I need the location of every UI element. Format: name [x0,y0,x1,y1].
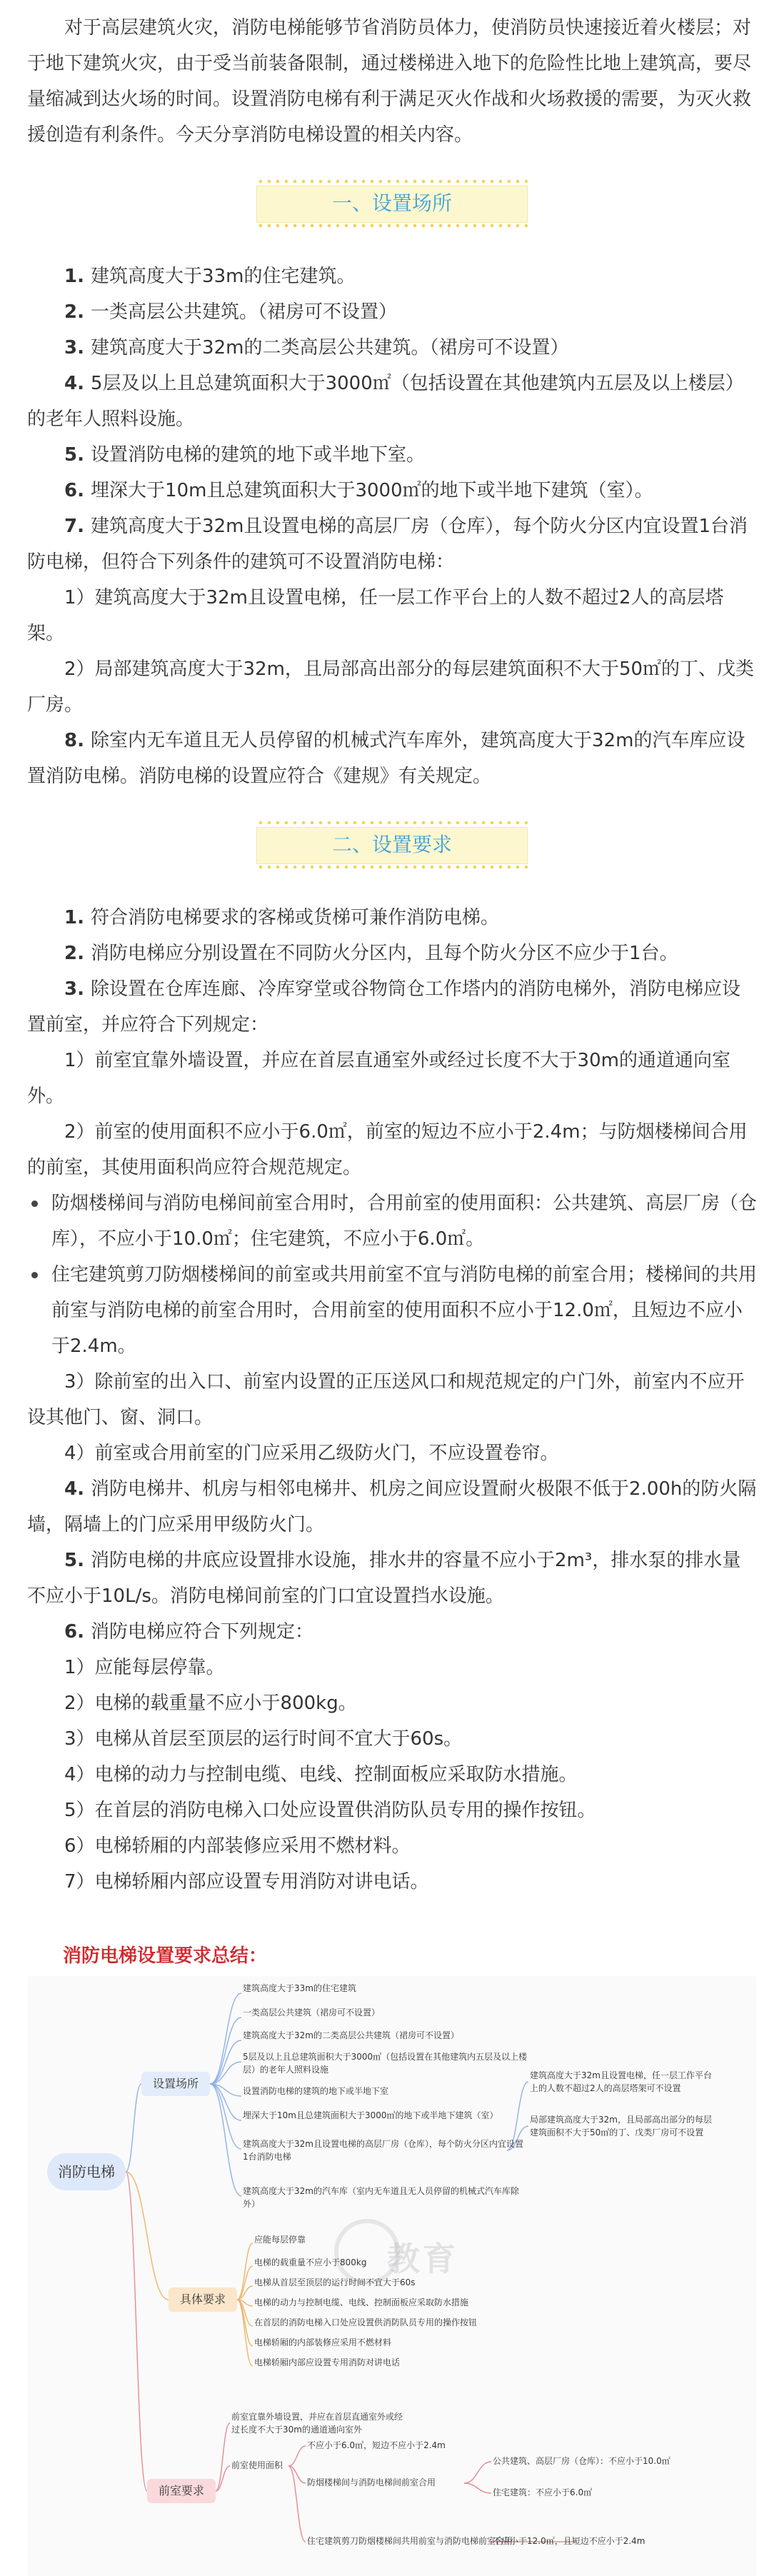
list-item [27,971,757,1043]
mindmap-leaf: 上的人数不超过2人的高层塔架可不设置 [530,2083,681,2093]
list-item [27,1685,757,1721]
connector-line [126,2172,169,2300]
mindmap-leaf: 1台消防电梯 [243,2152,291,2162]
list-item [27,1793,757,1828]
mindmap-leaf: 建筑面积不大于50㎡的丁、戊类厂房可不设置 [530,2128,704,2138]
section-header-2 [256,818,528,871]
mindmap-leaf: 过长度不大于30m的通道通向室外 [231,2425,362,2435]
mindmap-branch-requirements: 具体要求 [169,2287,237,2312]
item-number: 3. [64,978,91,1000]
item-text: 防烟楼梯间与消防电梯间前室合用时，合用前室的使用面积：公共建筑、高层厂房（仓库），不应小于10.0㎡；住宅建筑，不应小于6.0㎡。 [51,1193,758,1250]
mindmap-leaf: 不应小于12.0㎡，且短边不应小于2.4m [493,2536,645,2546]
dots-decoration [256,818,528,827]
item-text: 2）前室的使用面积不应小于6.0㎡，前室的短边不应小于2.4m；与防烟楼梯间合用的前室，其使用面积尚应符合规范规定。 [27,1121,748,1178]
item-text: 2）电梯的载重量不应小于800kg。 [64,1693,357,1714]
mindmap-leaf: 电梯的动力与控制电缆、电线、控制面板应采取防水措施 [254,2297,469,2307]
item-number: 6. [64,480,91,501]
mindmap-leaf: 5层及以上且总建筑面积大于3000㎡（包括设置在其他建筑内五层及以上楼 [243,2052,528,2062]
section-1-list [0,259,784,794]
mindmap-leaf: 电梯的载重量不应小于800kg [254,2257,367,2267]
item-text: 5）在首层的消防电梯入口处应设置供消防队员专用的操作按钮。 [64,1800,596,1821]
list-item [27,1043,757,1114]
summary-title: 消防电梯设置要求总结： [63,1945,268,1967]
list-item [27,936,757,971]
mindmap-leaf: 电梯从首层至顶层的运行时间不宜大于60s [254,2277,416,2287]
item-text: 3）除前室的出入口、前室内设置的正压送风口和规范规定的户门外，前室内不应开设其他门、窗、洞口。 [27,1371,745,1428]
mindmap-leaf: 埋深大于10m且总建筑面积大于3000㎡的地下或半地下建筑（室） [243,2110,498,2120]
section-2-list [0,900,784,1900]
watermark-text: 教育 [387,2240,458,2278]
mindmap-leaf: 设置消防电梯的建筑的地下或半地下室 [243,2086,389,2096]
item-text: 一类高层公共建筑。（裙房可不设置） [91,301,398,323]
list-item [27,580,757,651]
item-number: 5. [64,444,91,466]
mindmap-branch-locations: 设置场所 [141,2072,210,2096]
mindmap-leaf: 局部建筑高度大于32m，且局部高出部分的每层 [530,2115,712,2125]
mindmap-leaf: 外） [243,2199,261,2209]
list-item [27,366,757,437]
list-item [27,294,757,330]
item-text: 消防电梯的井底应设置排水设施，排水井的容量不应小于2m³，排水泵的排水量不应小于10L/s。消防电梯间前室的门口宜设置挡水设施。 [27,1550,741,1607]
connector-line [210,2018,241,2084]
mindmap-leaf: 层）的老年人照料设施 [243,2065,329,2075]
list-item [27,651,757,723]
list-item [27,259,757,294]
section-title: 一、设置场所 [331,191,452,215]
mindmap-leaf: 不应小于6.0㎡，短边不应小于2.4m [307,2440,446,2450]
list-item [27,437,757,473]
item-text: 1）建筑高度大于32m且设置电梯，任一层工作平台上的人数不超过2人的高层塔架。 [27,587,724,644]
item-number: 8. [64,730,91,751]
mindmap-branch-anteroom: 前室要求 [147,2479,216,2503]
item-text: 4）前室或合用前室的门应采用乙级防火门，不应设置卷帘。 [64,1443,559,1464]
bullet-item [27,1257,757,1364]
mindmap-leaf: 住宅建筑：不应小于6.0㎡ [493,2487,593,2497]
item-number: 1. [64,266,91,287]
mindmap-leaf: 应能每层停靠 [254,2235,306,2245]
list-item [27,1650,757,1685]
mindmap-leaf: 在首层的消防电梯入口处应设置供消防队员专用的操作按钮 [254,2317,478,2327]
connector-line [216,2423,230,2491]
item-text: 建筑高度大于33m的住宅建筑。 [91,266,356,287]
item-number: 4. [64,1478,91,1500]
item-text: 除室内无车道且无人员停留的机械式汽车库外，建筑高度大于32m的汽车库应设置消防电梯。消防电梯的设置应符合《建规》有关规定。 [27,730,745,787]
mindmap-image [27,1976,757,2576]
connector-line [210,2084,241,2196]
item-text: 消防电梯应分别设置在不同防火分区内，且每个防火分区不应少于1台。 [91,943,678,964]
item-number: 3. [64,337,91,359]
list-item [27,1471,757,1543]
item-text: 2）局部建筑高度大于32m，且局部高出部分的每层建筑面积不大于50㎡的丁、戊类厂房。 [27,658,755,716]
connector-line [210,1993,241,2084]
item-text: 1）前室宜靠外墙设置，并应在首层直通室外或经过长度不大于30m的通道通向室外。 [27,1050,730,1107]
item-text: 5层及以上且总建筑面积大于3000㎡（包括设置在其他建筑内五层及以上楼层）的老年人照料设施。 [27,373,744,430]
list-item [27,723,757,794]
bullet-item [27,1186,757,1257]
connector-line [464,2462,491,2483]
mindmap-leaf: 公共建筑、高层厂房（仓库）：不应小于10.0㎡ [493,2456,670,2466]
item-number: 4. [64,373,91,394]
list-item [27,330,757,366]
item-text: 除设置在仓库连廊、冷库穿堂或谷物筒仓工作塔内的消防电梯外，消防电梯应设置前室，并应符合下列规定： [27,978,741,1036]
item-text: 设置消防电梯的建筑的地下或半地下室。 [91,444,426,466]
intro-paragraph: 对于高层建筑火灾，消防电梯能够节省消防员体力，使消防员快速接近着火楼层；对于地下建筑火灾，由于受当前装备限制，通过楼梯进入地下的危险性比地上建筑高，要尽量缩减到达火场的时间。设置消防电梯有利于满足灭火作战和火场救援的需要，为灭火救援创造有利条件。今天分享消防电梯设置的相关内容。 [27,17,752,146]
mindmap-leaf: 前室使用面积 [231,2460,283,2470]
mindmap-root: 消防电梯 [47,2153,126,2190]
list-item [27,900,757,936]
list-item [27,1864,757,1900]
mindmap-leaf: 住宅建筑剪刀防烟楼梯间共用前室与消防电梯前室合用 [307,2536,513,2546]
list-item [27,1721,757,1757]
item-text: 7）电梯轿厢内部应设置专用消防对讲电话。 [64,1871,429,1893]
list-item [27,1114,757,1186]
item-number: 2. [64,301,91,323]
list-item [27,1614,757,1650]
item-number: 5. [64,1550,91,1571]
list-item [27,1543,757,1614]
item-text: 埋深大于10m且总建筑面积大于3000㎡的地下或半地下建筑（室）。 [91,480,653,501]
item-number: 1. [64,907,91,928]
mindmap-leaf: 建筑高度大于33m的住宅建筑 [243,1983,356,1993]
connector-line [126,2084,141,2172]
section-title: 二、设置要求 [331,833,452,856]
mindmap-leaf: 建筑高度大于32m且设置电梯，任一层工作平台 [530,2070,712,2080]
connector-line [464,2483,491,2493]
item-text: 建筑高度大于32m且设置电梯的高层厂房（仓库），每个防火分区内宜设置1台消防电梯，但符合下列条件的建筑可不设置消防电梯： [27,516,748,573]
item-text: 4）电梯的动力与控制电缆、电线、控制面板应采取防水措施。 [64,1764,578,1785]
mindmap-leaf: 电梯轿厢内部应设置专用消防对讲电话 [254,2357,401,2367]
item-text: 住宅建筑剪刀防烟楼梯间的前室或共用前室不宜与消防电梯的前室合用；楼梯间的共用前室与消防电梯的前室合用时，合用前室的使用面积不应小于12.0㎡，且短边不应小于2.4m。 [51,1264,758,1357]
mindmap-leaf: 前室宜靠外墙设置，并应在首层直通室外或经 [231,2412,403,2422]
item-number: 7. [64,516,91,537]
list-item [27,1364,757,1435]
mindmap-leaf: 建筑高度大于32m且设置电梯的高层厂房（仓库），每个防火分区内宜设置 [243,2139,523,2149]
item-text: 建筑高度大于32m的二类高层公共建筑。（裙房可不设置） [91,337,569,359]
list-item [27,473,757,508]
connector-line [237,2243,253,2300]
dots-decoration [256,221,528,230]
dots-decoration [256,863,528,871]
item-text: 消防电梯应符合下列规定： [91,1621,314,1643]
mindmap-leaf: 建筑高度大于32m的二类高层公共建筑（裙房可不设置） [243,2030,459,2040]
list-item [27,1435,757,1471]
connector-line [237,2300,253,2366]
connector-line [237,2300,253,2346]
list-item [27,508,757,580]
mindmap-leaf: 电梯轿厢的内部装修应采用不燃材料 [254,2337,392,2347]
section-header-1 [256,177,528,230]
item-text: 符合消防电梯要求的客梯或货梯可兼作消防电梯。 [91,907,500,928]
item-text: 消防电梯井、机房与相邻电梯井、机房之间应设置耐火极限不低于2.00h的防火隔墙，隔墙上的门应采用甲级防火门。 [27,1478,757,1535]
list-item [27,1828,757,1864]
mindmap-leaf: 防烟楼梯间与消防电梯间前室合用 [307,2477,436,2487]
mindmap-leaf: 建筑高度大于32m的汽车库（室内无车道且无人员停留的机械式汽车库除 [243,2186,519,2196]
item-number: 6. [64,1621,91,1643]
connector-line [288,2466,306,2542]
dots-decoration [256,177,528,186]
item-text: 1）应能每层停靠。 [64,1657,225,1678]
item-text: 3）电梯从首层至顶层的运行时间不宜大于60s。 [64,1728,463,1750]
connector-line [216,2466,230,2491]
mindmap-leaf: 一类高层公共建筑（裙房可不设置） [243,2008,381,2018]
item-text: 6）电梯轿厢的内部装修应采用不燃材料。 [64,1835,411,1857]
list-item [27,1757,757,1793]
connector-line [288,2446,306,2466]
item-number: 2. [64,943,91,964]
